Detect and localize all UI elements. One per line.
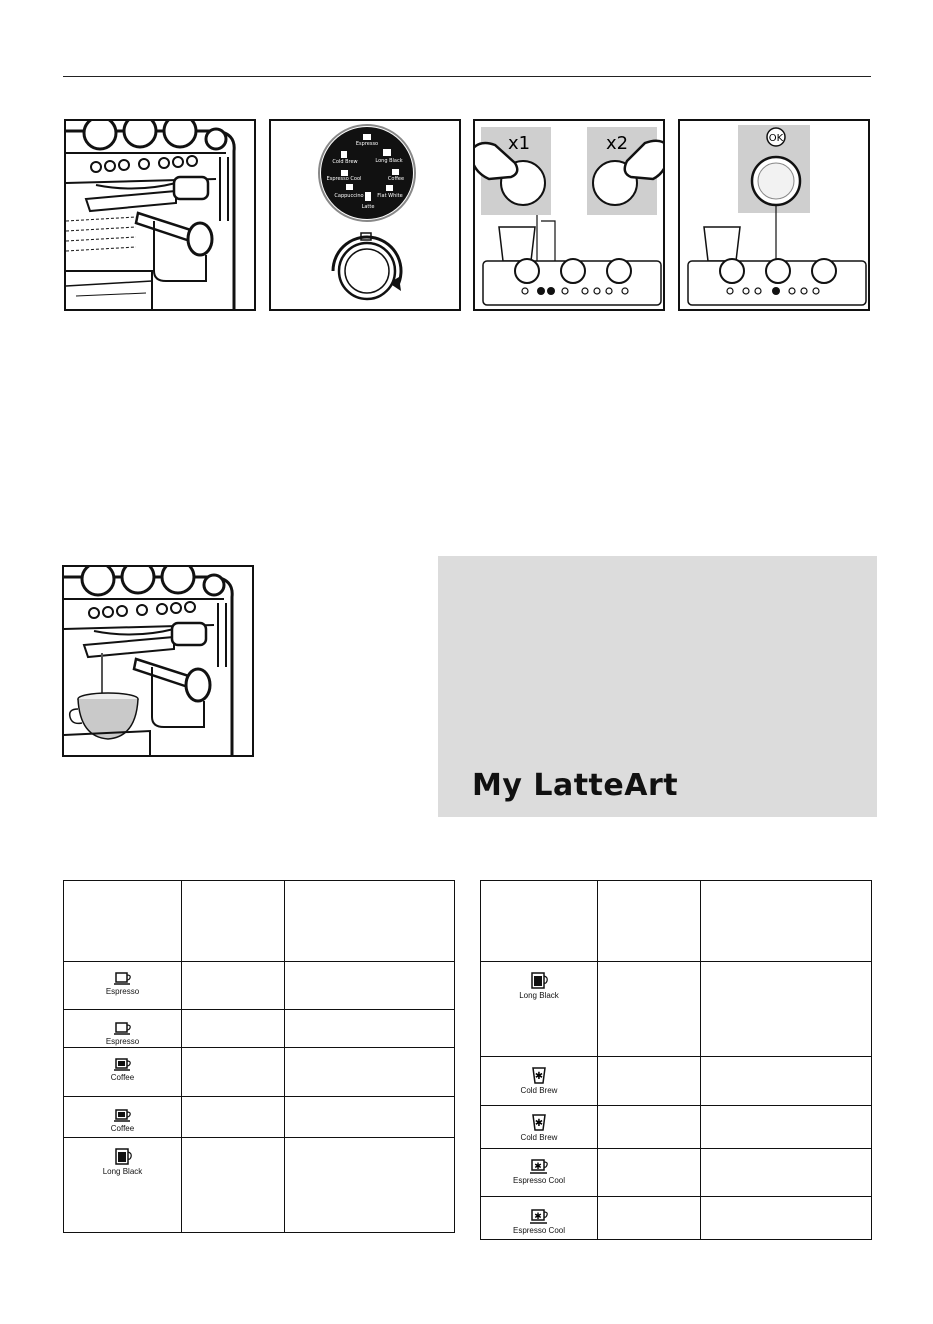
drink-label: Espresso xyxy=(105,1037,140,1046)
mug-icon xyxy=(530,972,548,990)
header-rule xyxy=(63,76,871,77)
svg-text:✱: ✱ xyxy=(534,1212,542,1222)
drink-label: Cold Brew xyxy=(520,1086,558,1095)
drink-label: Long Black xyxy=(519,991,559,1000)
dial-label-cappuccino: Cappuccino xyxy=(334,193,364,199)
cool-cup-icon xyxy=(529,1209,549,1225)
dial-label-flat-white: Flat White xyxy=(377,193,403,199)
table-row xyxy=(481,1197,872,1240)
table-row xyxy=(481,962,872,1057)
step-panel-4 xyxy=(678,119,870,311)
table-row xyxy=(64,1048,455,1097)
table-row xyxy=(481,1057,872,1106)
dial-label-espresso: Espresso xyxy=(355,141,379,147)
dial-label-espresso-cool: Espresso Cool xyxy=(326,176,362,182)
dial-label-long-black: Long Black xyxy=(375,158,403,164)
step-panel-3 xyxy=(473,119,665,311)
drink-label: Espresso xyxy=(105,987,140,996)
table-row xyxy=(64,1010,455,1048)
drink-label: Coffee xyxy=(110,1073,135,1082)
table-row xyxy=(64,1138,455,1233)
step-panel-1 xyxy=(64,119,256,311)
table-header-row xyxy=(64,881,455,962)
svg-text:✱: ✱ xyxy=(534,1071,544,1082)
drink-label: Espresso Cool xyxy=(512,1176,566,1185)
step-panel-2 xyxy=(269,119,461,311)
extraction-panel xyxy=(62,565,254,757)
dial-label-coffee: Coffee xyxy=(387,176,405,182)
mug-icon xyxy=(114,1148,132,1166)
machine-portafilter-illustration xyxy=(66,121,254,309)
drink-dial-illustration xyxy=(271,121,459,309)
dial-label-latte: Latte xyxy=(361,204,375,210)
cold-glass-icon xyxy=(531,1067,547,1085)
drink-label: Long Black xyxy=(102,1167,143,1176)
ok-button-illustration xyxy=(680,121,868,309)
double-shot-label: x2 xyxy=(605,133,629,154)
drink-label: Espresso Cool xyxy=(512,1226,566,1235)
single-shot-label: x1 xyxy=(507,133,531,154)
cold-glass-icon xyxy=(531,1114,547,1132)
svg-text:✱: ✱ xyxy=(534,1162,542,1172)
dial-label-cold-brew: Cold Brew xyxy=(332,159,358,165)
shot-buttons-illustration xyxy=(475,121,663,309)
drink-label: Coffee xyxy=(110,1124,135,1133)
table-row xyxy=(64,1097,455,1138)
ok-label: OK xyxy=(768,133,784,144)
table-row xyxy=(481,1106,872,1149)
table-row xyxy=(481,1149,872,1197)
extraction-illustration xyxy=(64,567,252,755)
cup-icon xyxy=(114,1058,132,1072)
table-row xyxy=(64,962,455,1010)
cup-icon xyxy=(114,1109,132,1123)
drinks-table-right xyxy=(480,880,872,1240)
drink-label: Cold Brew xyxy=(520,1133,558,1142)
svg-text:✱: ✱ xyxy=(534,1118,544,1129)
cup-icon xyxy=(114,1022,132,1036)
info-box xyxy=(438,556,877,817)
cup-icon xyxy=(114,972,132,986)
table-header-row xyxy=(481,881,872,962)
drinks-table-left xyxy=(63,880,455,1233)
cool-cup-icon xyxy=(529,1159,549,1175)
my-latteart-logo: My LatteArt xyxy=(472,768,679,803)
